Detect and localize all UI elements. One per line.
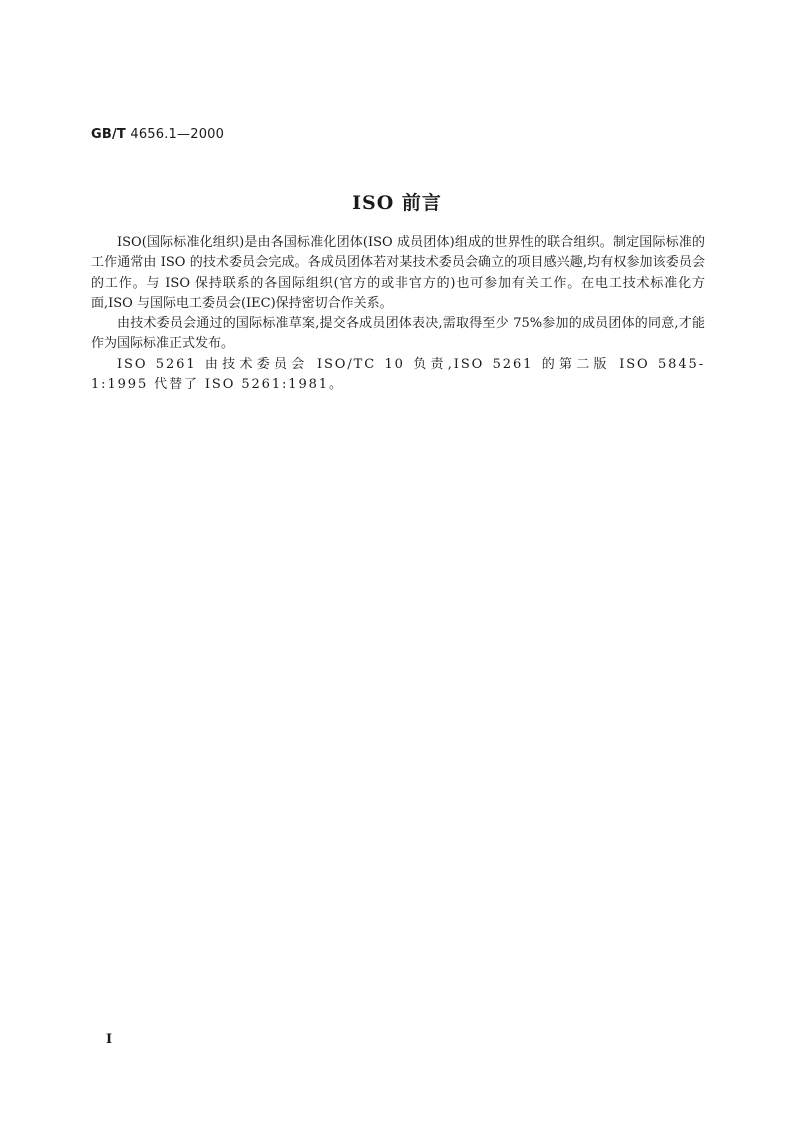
standard-code: GB/T <box>91 127 126 142</box>
page-title: ISO 前言 <box>352 192 442 214</box>
paragraph-iso-intro: ISO(国际标准化组织)是由各国标准化团体(ISO 成员团体)组成的世界性的联合组织。制定国际标准的工作通常由 ISO 的技术委员会完成。各成员团体若对某技术委员会确立的项目感兴趣,均有权参加该委员会的工作。与 ISO 保持联系的各国际组织(官方的或非官方的)也可参加有关工作。在电工技术标准化方面,ISO 与国际电工委员会(IEC)保持密切合作关系。 <box>91 235 705 311</box>
paragraph-edition-note: ISO 5261 由技术委员会 ISO/TC 10 负责,ISO 5261 的第二版 ISO 5845-1:1995 代替了 ISO 5261:1981。 <box>91 356 705 393</box>
page-number: I <box>106 1032 113 1047</box>
document-number <box>91 127 224 142</box>
paragraph-draft-approval: 由技术委员会通过的国际标准草案,提交各成员团体表决,需取得至少 75%参加的成员团体的同意,才能作为国际标准正式发布。 <box>91 316 705 352</box>
body-text <box>91 233 705 395</box>
standard-number: 4656.1—2000 <box>130 127 225 142</box>
